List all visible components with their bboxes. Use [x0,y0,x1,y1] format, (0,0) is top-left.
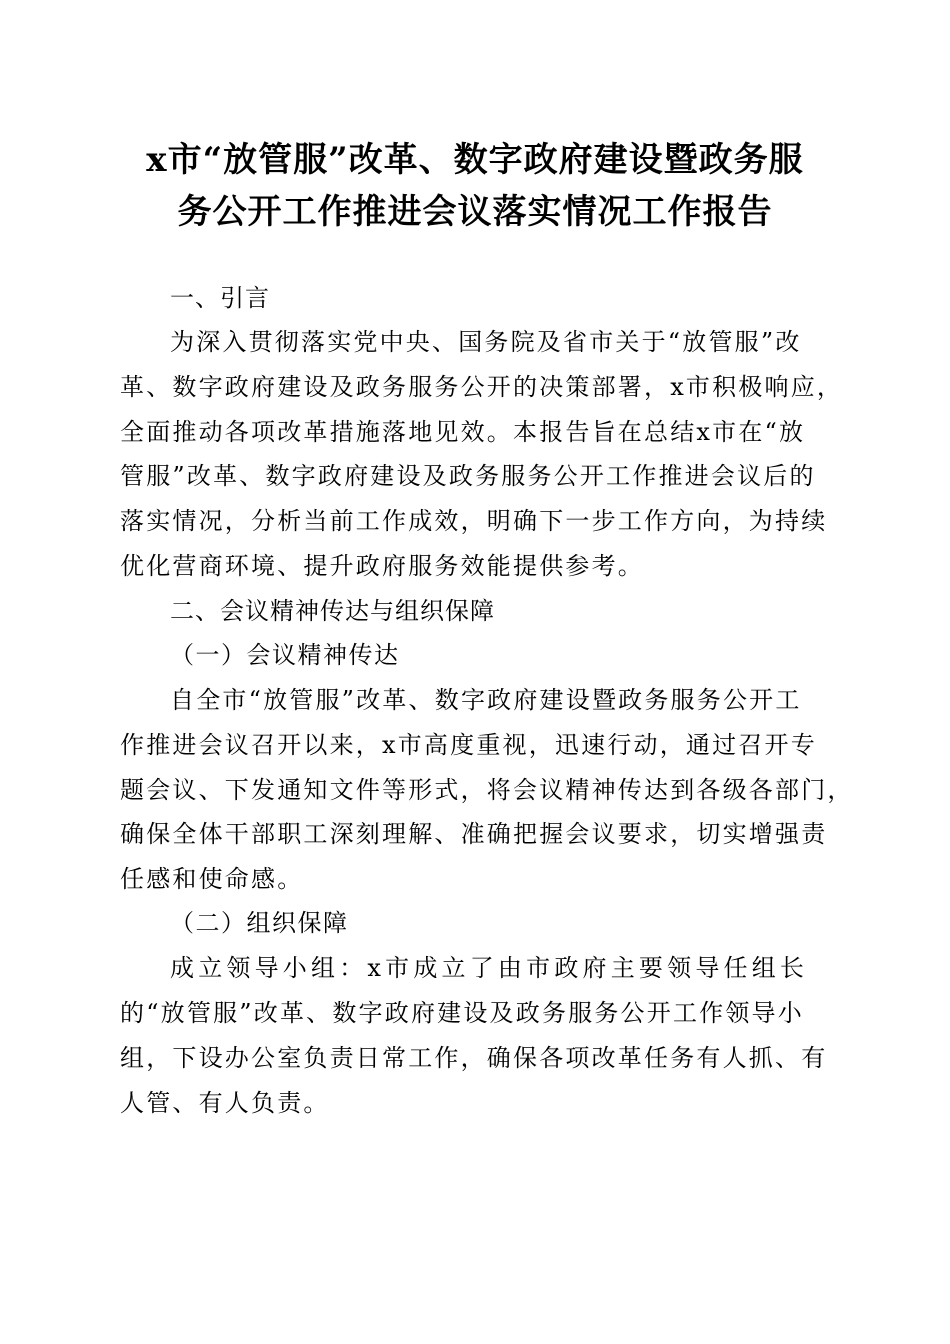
paragraph-line: 的“放管服”改革、数字政府建设及政务服务公开工作领导小 [120,999,804,1027]
paragraph-line: 组，下设办公室负责日常工作，确保各项改革任务有人抓、有 [120,1044,828,1072]
paragraph-line: 管服”改革、数字政府建设及政务服务公开工作推进会议后的 [120,462,816,490]
paragraph-line: 落实情况，分析当前工作成效，明确下一步工作方向，为持续 [120,507,828,535]
paragraph-line: 成立领导小组：x市成立了由市政府主要领导任组长 [170,954,809,982]
paragraph-line: 为深入贯彻落实党中央、国务院及省市关于“放管服”改 [170,328,802,356]
paragraph-line: 作推进会议召开以来，x市高度重视，迅速行动，通过召开专 [120,731,817,759]
subsection-heading-spirit: （一）会议精神传达 [170,641,400,669]
paragraph-line: 人管、有人负责。 [120,1089,330,1117]
title-line: 务公开工作推进会议落实情况工作报告 [177,192,773,232]
paragraph-line: 自全市“放管服”改革、数字政府建设暨政务服务公开工 [170,686,802,714]
subsection-heading-organization: （二）组织保障 [170,909,349,937]
title-line: x市“放管服”改革、数字政府建设暨政务服 [146,140,804,180]
section-heading-meeting: 二、会议精神传达与组织保障 [170,597,495,625]
section-heading-intro: 一、引言 [170,284,270,312]
document-title [100,134,850,238]
paragraph-line: 全面推动各项改革措施落地见效。本报告旨在总结x市在“放 [120,418,806,446]
paragraph-line: 题会议、下发通知文件等形式，将会议精神传达到各级各部门， [120,776,854,804]
paragraph-line: 优化营商环境、提升政府服务效能提供参考。 [120,552,644,580]
paragraph-line: 任感和使命感。 [120,865,304,893]
paragraph-line: 革、数字政府建设及政务服务公开的决策部署，x市积极响应， [120,373,844,401]
paragraph-line: 确保全体干部职工深刻理解、准确把握会议要求，切实增强责 [120,820,828,848]
